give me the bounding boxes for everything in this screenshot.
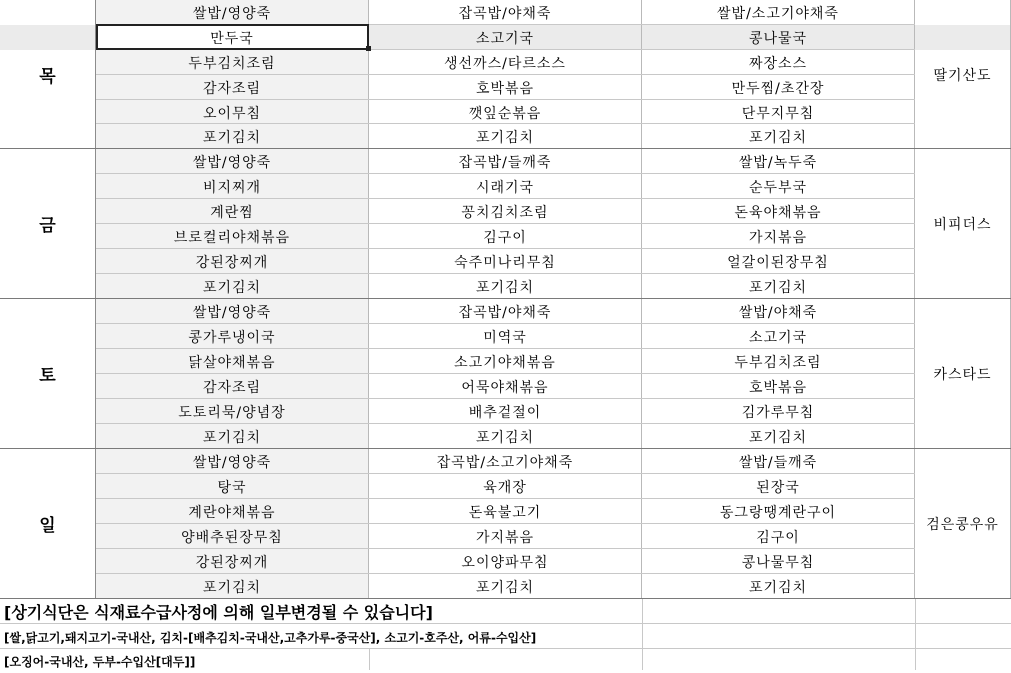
fill-handle[interactable]	[366, 46, 371, 51]
menu-cell[interactable]: 숙주미나리무침	[369, 249, 642, 274]
menu-cell[interactable]: 탕국	[96, 474, 369, 499]
grid-line	[0, 623, 1011, 624]
menu-cell[interactable]: 김구이	[369, 224, 642, 249]
grid-line	[96, 348, 915, 349]
menu-cell[interactable]: 포기김치	[96, 274, 369, 299]
menu-cell[interactable]: 잡곡밥/소고기야채죽	[369, 449, 642, 474]
grid-line	[96, 473, 915, 474]
menu-cell[interactable]: 육개장	[369, 474, 642, 499]
menu-cell[interactable]: 김가루무침	[642, 399, 915, 424]
grid-line	[96, 523, 915, 524]
snack-label: 딸기산도	[933, 67, 992, 84]
grid-line	[0, 648, 1011, 649]
menu-cell[interactable]: 오이무침	[96, 100, 369, 125]
menu-cell[interactable]: 잡곡밥/야채죽	[369, 299, 642, 324]
grid-line	[96, 273, 915, 274]
menu-cell[interactable]: 잡곡밥/들깨죽	[369, 149, 642, 174]
group-divider	[0, 298, 1011, 299]
menu-cell[interactable]: 브로컬리야채볶음	[96, 224, 369, 249]
menu-cell[interactable]: 쌀밥/소고기야채죽	[642, 0, 915, 25]
menu-cell[interactable]: 양배추된장무침	[96, 524, 369, 549]
menu-cell[interactable]: 포기김치	[369, 274, 642, 299]
menu-cell[interactable]: 쌀밥/야채죽	[642, 299, 915, 324]
snack-label: 카스타드	[933, 367, 992, 383]
grid-line	[915, 599, 916, 670]
menu-cell[interactable]: 돈육야채볶음	[642, 199, 915, 224]
grid-line	[96, 573, 915, 574]
snack-cell-sunday[interactable]	[915, 449, 1011, 599]
day-label: 금	[39, 216, 56, 236]
menu-cell[interactable]: 쌀밥/영양죽	[96, 299, 369, 324]
menu-cell[interactable]: 소고기야채볶음	[369, 349, 642, 374]
menu-cell[interactable]: 꽁치김치조림	[369, 199, 642, 224]
menu-cell[interactable]: 닭살야채볶음	[96, 349, 369, 374]
menu-cell[interactable]: 배추겉절이	[369, 399, 642, 424]
grid-line	[369, 648, 370, 670]
day-label: 토	[39, 366, 56, 386]
menu-cell[interactable]: 콩가루냉이국	[96, 324, 369, 349]
menu-cell[interactable]: 가지볶음	[642, 224, 915, 249]
menu-cell[interactable]: 강된장찌개	[96, 249, 369, 274]
grid-line	[642, 599, 643, 670]
note-origin-seafood[interactable]: [오징어-국내산, 두부-수입산[대두]]	[4, 654, 196, 669]
menu-cell[interactable]: 포기김치	[369, 574, 642, 599]
day-label: 목	[39, 66, 56, 87]
menu-cell[interactable]: 강된장찌개	[96, 549, 369, 574]
menu-cell[interactable]: 어묵야채볶음	[369, 374, 642, 399]
menu-cell[interactable]: 김구이	[642, 524, 915, 549]
grid-line	[96, 198, 915, 199]
menu-cell[interactable]: 생선까스/타르소스	[369, 50, 642, 75]
grid-line	[96, 99, 915, 100]
snack-cell-saturday[interactable]	[915, 299, 1011, 449]
menu-cell[interactable]: 계란찜	[96, 199, 369, 224]
menu-cell[interactable]: 포기김치	[369, 424, 642, 449]
menu-cell[interactable]: 두부김치조림	[96, 50, 369, 75]
menu-cell[interactable]: 포기김치	[642, 574, 915, 599]
grid-line	[96, 323, 915, 324]
note-menu-change[interactable]: [상기식단은 식재료수급사정에 의해 일부변경될 수 있습니다]	[4, 602, 433, 622]
active-cell-border	[96, 24, 369, 50]
menu-cell[interactable]: 만두찜/초간장	[642, 75, 915, 100]
grid-line	[96, 74, 915, 75]
grid-line	[96, 398, 915, 399]
menu-cell[interactable]: 쌀밥/영양죽	[96, 0, 369, 25]
menu-cell[interactable]: 가지볶음	[369, 524, 642, 549]
menu-cell[interactable]: 도토리묵/양념장	[96, 399, 369, 424]
menu-cell[interactable]: 쌀밥/녹두죽	[642, 149, 915, 174]
menu-cell[interactable]: 얼갈이된장무침	[642, 249, 915, 274]
menu-cell[interactable]: 콩나물국	[642, 25, 915, 50]
menu-cell[interactable]: 두부김치조림	[642, 349, 915, 374]
menu-cell[interactable]: 포기김치	[642, 124, 915, 149]
group-divider	[0, 148, 1011, 149]
snack-cell-thursday[interactable]	[915, 0, 1011, 149]
menu-cell[interactable]: 포기김치	[642, 274, 915, 299]
day-cell-sunday[interactable]	[0, 449, 96, 599]
menu-cell[interactable]: 오이양파무침	[369, 549, 642, 574]
grid-line	[96, 123, 915, 124]
menu-cell[interactable]: 깻잎순볶음	[369, 100, 642, 125]
menu-cell[interactable]: 단무지무침	[642, 100, 915, 125]
menu-cell[interactable]: 호박볶음	[369, 75, 642, 100]
grid-line	[96, 498, 915, 499]
menu-cell[interactable]: 미역국	[369, 324, 642, 349]
menu-cell[interactable]: 돈육불고기	[369, 499, 642, 524]
menu-cell[interactable]: 잡곡밥/야채죽	[369, 0, 642, 25]
menu-cell[interactable]: 콩나물무침	[642, 549, 915, 574]
grid-line	[96, 373, 915, 374]
grid-line	[96, 423, 915, 424]
menu-cell[interactable]: 포기김치	[96, 424, 369, 449]
menu-cell[interactable]: 계란야채볶음	[96, 499, 369, 524]
menu-cell[interactable]: 순두부국	[642, 174, 915, 199]
grid-line	[96, 248, 915, 249]
menu-cell[interactable]: 소고기국	[642, 324, 915, 349]
menu-cell[interactable]: 호박볶음	[642, 374, 915, 399]
day-cell-friday[interactable]	[0, 149, 96, 299]
menu-cell[interactable]: 포기김치	[96, 574, 369, 599]
menu-cell[interactable]: 쌀밥/영양죽	[96, 149, 369, 174]
menu-cell[interactable]: 시래기국	[369, 174, 642, 199]
menu-cell-active[interactable]: 만두국	[96, 25, 369, 50]
note-origin-meat[interactable]: [쌀,닭고기,돼지고기-국내산, 김치-[배추김치-국내산,고추가루-중국산], 소고기-호주산, 어류-수입산]	[4, 630, 537, 645]
menu-cell[interactable]: 감자조림	[96, 75, 369, 100]
group-divider	[0, 448, 1011, 449]
day-cell-saturday[interactable]	[0, 299, 96, 449]
menu-cell[interactable]: 된장국	[642, 474, 915, 499]
menu-cell[interactable]: 비지찌개	[96, 174, 369, 199]
day-cell-thursday[interactable]	[0, 0, 96, 149]
grid-line	[96, 173, 915, 174]
snack-label: 비피더스	[933, 217, 992, 233]
day-label: 일	[39, 516, 56, 536]
menu-cell[interactable]: 쌀밥/들깨죽	[642, 449, 915, 474]
menu-cell[interactable]: 포기김치	[642, 424, 915, 449]
grid-line	[96, 548, 915, 549]
snack-label: 검은콩우유	[926, 517, 999, 533]
menu-cell[interactable]: 동그랑땡계란구이	[642, 499, 915, 524]
menu-cell[interactable]: 소고기국	[369, 25, 642, 50]
menu-cell[interactable]: 쌀밥/영양죽	[96, 449, 369, 474]
grid-line	[96, 223, 915, 224]
menu-cell[interactable]: 포기김치	[369, 124, 642, 149]
menu-cell[interactable]: 포기김치	[96, 124, 369, 149]
snack-cell-friday[interactable]	[915, 149, 1011, 299]
menu-cell[interactable]: 감자조림	[96, 374, 369, 399]
menu-cell[interactable]: 짜장소스	[642, 50, 915, 75]
